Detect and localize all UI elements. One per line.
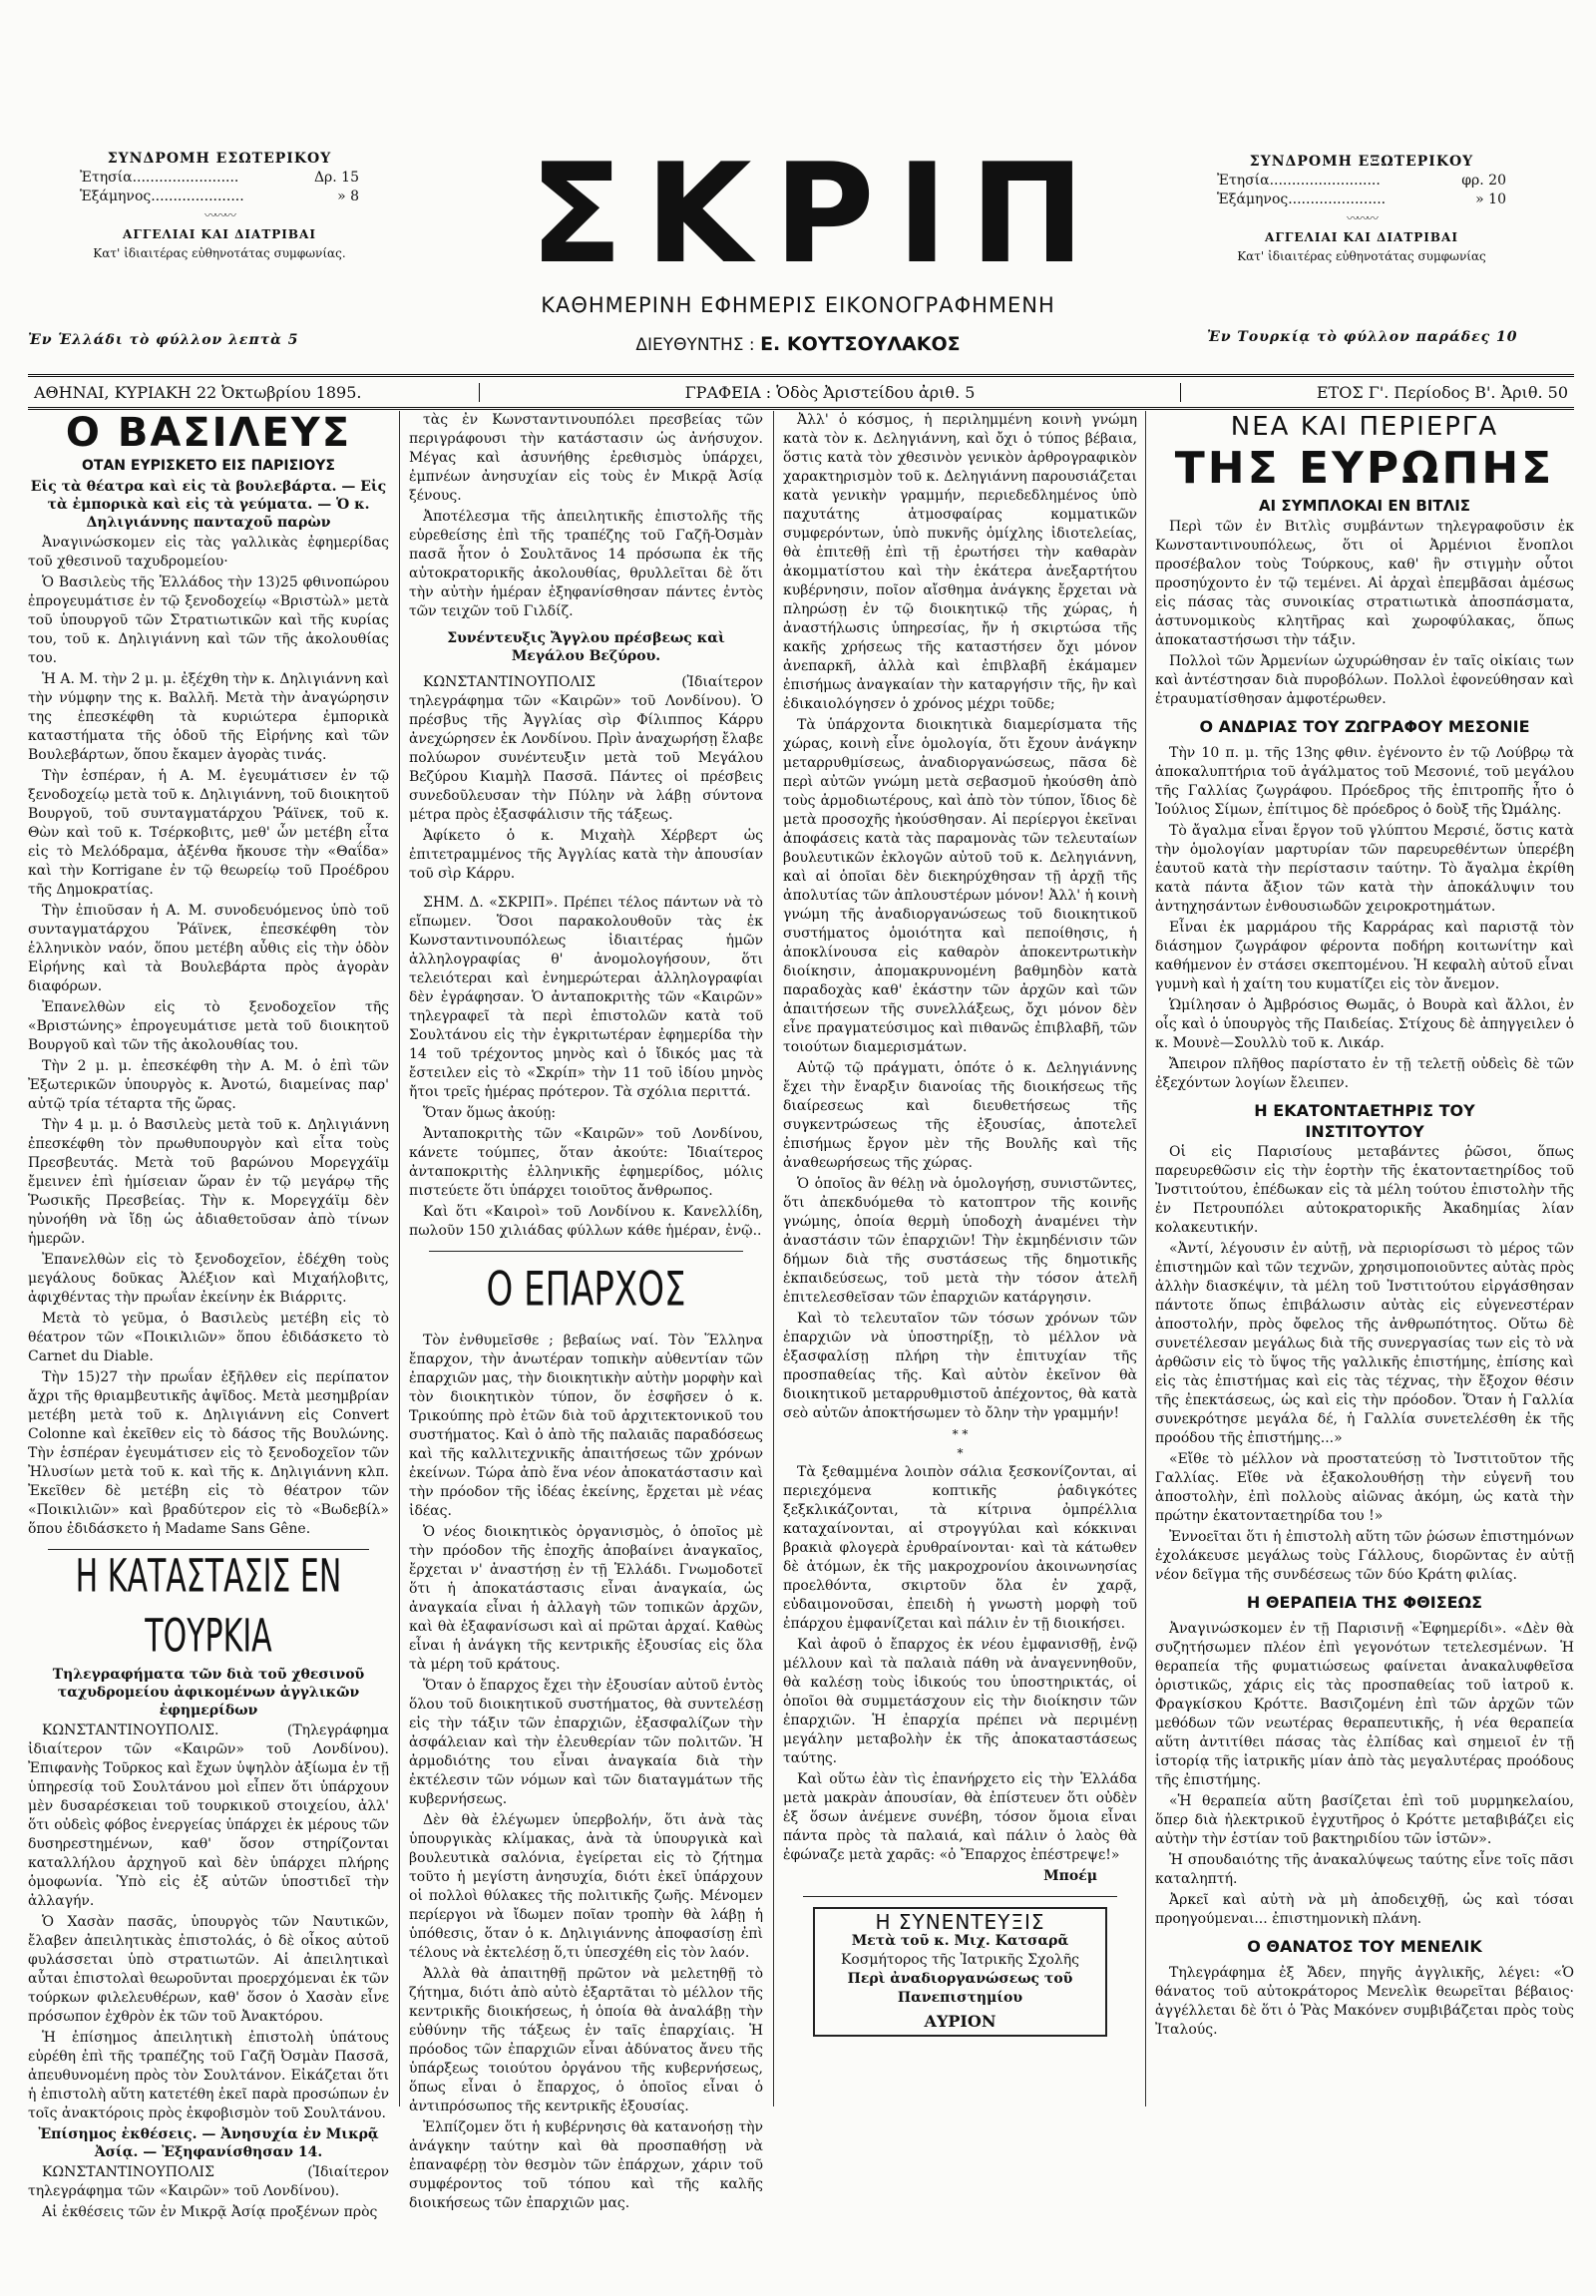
- section-heading: Συνέντευξις Ἄγγλου πρέσβεως καὶ Μεγάλου Βεζύρου.: [447, 630, 725, 664]
- paragraph: Ἀνταποκριτὴς τῶν «Καιρῶν» τοῦ Λονδίνου, κάνετε τούμπες, ὅταν ἀκούτε: Ἰδιαίτερος ἀνταποκριτὴς ἑλληνικῆς ἐφημερίδος, μόλις πιστεύετε ὅτι ὑπάρχει τοιοῦτος ἄνθρωπος.: [409, 1126, 763, 1199]
- masthead: [419, 134, 1177, 355]
- paragraph: «Εἴθε τὸ μέλλον νὰ προστατεύσῃ τὸ Ἰνστιτοῦτον τῆς Γαλλίας. Εἴθε νὰ ἐξακολουθήσῃ τὴν εὐγενῆ του ἀποστολὴν, ἐπὶ πολλοὺς αἰῶνας ἀκόμη, ὡς κατὰ τὴν πρώτην ἑκατονταετηρίδα του !»: [1155, 1451, 1574, 1524]
- paragraph: Τὸν ἐνθυμεῖσθε ; βεβαίως ναί. Τὸν Ἕλληνα ἔπαρχον, τὴν ἀνωτέραν τοπικὴν αὐθεντίαν τῶν ἐπαρχιῶν μας, τὴν διοικητικὴν αὐτὴν μορφὴν καὶ τὸν διοικητικὸν τύπον, ὅν ἐσφῆσεν ὁ κ. Τρικούπης πρὸ ἐτῶν διὰ τοῦ ἀρχιτεκτονικοῦ του συστήματος. Καὶ ὁ ἀπὸ τῆς παλαιᾶς παραδόσεως καὶ τῆς καλλιτεχνικῆς ἀπαιτήσεως τῶν χρόνων ἐκείνων. Τώρα ἀπὸ ἕνα νέον ἀποκατάστασιν καὶ τὴν πρόοδον τῆς ἰδέας ἐκείνης, ἔρχεται μὲ νέας ἰδέας.: [409, 1333, 763, 1519]
- column-4: [1155, 411, 1574, 2106]
- paragraph: Αὐτῷ τῷ πράγματι, ὁπότε ὁ κ. Δεληγιάννης ἔχει τὴν ἔναρξιν διανοίας τῆς διοικήσεως τῆς διαίρεσεως καὶ διευθετήσεως τῆς συγκεντρώσεως τῆς ἐξουσίας, ἀποτελεῖ ἐπισήμως ἔργον μὲν τῆς Βουλῆς καὶ τῆς ἀναθεωρήσεως τῆς χώρας.: [783, 1060, 1137, 1171]
- paragraph: Ὁ Χασὰν πασᾶς, ὑπουργὸς τῶν Ναυτικῶν, ἔλαβεν ἀπειλητικὰς ἐπιστολάς, ὁ δὲ οἶκος αὐτοῦ φυλάσσεται ὑπὸ στρατιωτῶν. Αἱ ἀπειλητικαὶ αὗται ἐπιστολαὶ θεωροῦνται προερχόμεναι ἐκ τῶν τούρκων φιλελευθέρων, καθ' ὅσον ὁ Χασὰν εἶνε πρόσωπον ἐχθρὸν ἐκ τῶν τοῦ Ἀνακτόρου.: [28, 1914, 389, 2025]
- article-heading: ΙΝΣΤΙΤΟΥΤΟΥ: [1305, 1122, 1424, 1141]
- director-name: Ε. ΚΟΥΤΣΟΥΛΑΚΟΣ: [760, 333, 961, 355]
- paragraph: Ἐπανελθὼν εἰς τὸ ξενοδοχεῖον τῆς «Βριστώνης» ἐπρογευμάτισε μετὰ τοῦ διοικητοῦ Βουργοῦ καὶ τῶν τῆς ἀκολουθίας του.: [28, 999, 389, 1053]
- article-subheading: ΟΤΑΝ ΕΥΡΙΣΚΕΤΟ ΕΙΣ ΠΑΡΙΣΙΟΥΣ: [82, 458, 335, 474]
- ads-title: ΑΓΓΕΛΙΑΙ ΚΑΙ ΔΙΑΤΡΙΒΑΙ: [1265, 230, 1458, 244]
- paragraph: Τὴν 4 μ. μ. ὁ Βασιλεὺς μετὰ τοῦ κ. Δηλιγιάννη ἐπεσκέφθη τὸν πρωθυπουργὸν καὶ εἶτα τοὺς Πρεσβευτάς. Μετὰ τοῦ βαρώνου Μορεγχάϊμ ἔμεινεν ἐπὶ ἡμίσειαν ὥραν ἐν τῷ μεγάρῳ τῆς Ῥωσικῆς Πρεσβείας. Τὴν κ. Μορεγχάϊμ δὲν ηὐνοήθη νὰ ἴδῃ ὡς ἀδιαθετοῦσαν ἀπὸ τίνων ἡμερῶν.: [28, 1117, 389, 1247]
- paragraph: Ἀφίκετο ὁ κ. Μιχαὴλ Χέρβερτ ὡς ἐπιτετραμμένος τῆς Ἀγγλίας κατὰ τὴν ἀπουσίαν τοῦ σὶρ Κάρρυ.: [409, 828, 763, 882]
- paragraph: Ἡ Α. Μ. τὴν 2 μ. μ. ἐξέχθη τὴν κ. Δηλιγιάννη καὶ τὴν νύμφην της κ. Βαλλῆ. Μετὰ τὴν ἀναγώρησιν της ἐπεσκέφθη τὰ κυριώτερα ἐμπορικὰ καταστήματα τῆς ὁδοῦ τῆς Εἰρήνης καὶ τῶν Βουλεβάρτων, ὅπου ἔκαμεν ἀγορὰς τινάς.: [28, 671, 389, 763]
- paragraph: Ἀλλ' ὁ κόσμος, ἡ περιλημμένη κοινὴ γνώμη κατὰ τὸν κ. Δεληγιάννη, καὶ ὄχι ὁ τύπος βέβαια, ὅστις κατὰ τὸν χθεσινὸν γενικὸν ἀρθρογραφικὸν χαρακτηρισμὸν τοῦ κ. Δεληγιάννη παρουσιάζεται κατὰ γενικὴν γραμμήν, περιεδεδλημένος ὑπὸ παχυτάτης ἀτμοσφαίρας κομματικῶν συμφερόντων, ὑπὸ πυκνῆς ὁμίχλης ἰδιοτελείας, θὰ ἐπιτεθῇ ἐπὶ τῇ ἐρωτήσει τὴν καθαρὰν ἀκομματίστου καὶ τὴν ἑκάτερα ἀνεξαρτήτου κυβέρνησιν, ποῖον αἴσθημα ἀνάγκης ἔρχεται νὰ πληρώσῃ ἐν τῷ διοικητικῷ τῆς χώρας, ἡ ἀναστήλωσις ὑπηρεσίας, ἤν ἡ σκιρτώσα τῆς κακῆς χρήσεως τῆς καταστήσεν ὄχι μόνον ἀνεπαρκῆ, ἀλλὰ καὶ ἐπιβλαβῆ ἐκάμαμεν ἐπισήμως ἀναγκαίαν τὴν καταργήσιν τῆς, ἣν καὶ ἐδικαιολόγησεν ὁ χρόνος μέχρι τοῦδε;: [783, 412, 1137, 712]
- price-note-foreign: Ἐν Τουρκίᾳ τὸ φύλλον παράδες 10: [1207, 329, 1518, 345]
- paragraph: Τὰ ὑπάρχοντα διοικητικὰ διαμερίσματα τῆς χώρας, κοινὴ εἶνε ὁμολογία, ὅτι ἔχουν ἀνάγκην μεταρρυθμίσεως, ἀναδιοργανώσεως, πᾶσα δὲ περὶ αὐτῶν γνώμη μετὰ σεβασμοῦ ἠκούσθη ἀπὸ τοὺς ἁρμοδιωτέρους, καὶ ἀπὸ τὸν τύπον, ἴδιος δὲ μετὰ προσοχῆς ἠκούσθησαν. Αἱ περίεργοι ἐκεῖναι ἀποφάσεις κατὰ τὰς παραμονὰς τῶν τελευταίων βουλευτικῶν ἐκλογῶν αὐτοῦ τοῦ κ. Δεληγιάννη, καὶ αἱ ὁποῖαι δὲν διεκηρύχθησαν τῇ ἀρχῇ τῆς ἀπολυτίας τῶν ἀπλουστέρων μόνον! Ἀλλ' ἡ κοινὴ γνώμη τῆς ἀναδιοργανώσεως τοῦ διοικητικοῦ συστήματος ὁμοιότητα καὶ πεποίθησις, ἡ ἀποκλίνουσα εἰς καθαρὸν ἀποκεντρωτικὴν διοίκησιν, ἀπομακρυνομένη βαθμηδὸν κατὰ παραδοχὰς καθ' ἑκάστην τῶν ἀρχῶν καὶ τῶν ἀπαιτήσεων τῆς συνελλάξεως, ὄχι μόνον δὲν εἶνε πραγματεύσιμος καὶ πιθανῶς ἐπιβλαβῆ, τῶν τοιούτων διαμερισμάτων.: [783, 717, 1137, 1055]
- paragraph: ΚΩΝΣΤΑΝΤΙΝΟΥΠΟΛΙΣ. (Τηλεγράφημα ἰδιαίτερον τῶν «Καιρῶν» τοῦ Λονδίνου). Ἐπιφανὴς Τοῦρκος καὶ ἔχων ὑψηλὸν ἀξίωμα ἐν τῇ ὑπηρεσίᾳ τοῦ Σουλτάνου μοὶ εἶπεν ὅτι ὑπάρχουν μὲν δυσαρέσκειαι τοῦ τουρκικοῦ στοιχείου, ἀλλ' ὅτι οὐδεὶς φόβος ἐνεργείας ὑπάρχει ἐκ μέρους τῶν δυσηρεστημένων, καθ' ὅσον στηρίζονται καταλλήλου ἀρχηγοῦ καὶ δὲν ὑπάρχει πλήρης ὁμοφωνία. Ὑπὸ εἰς ἐξ αὐτῶν ὑποστιδεῖ τὴν ἀλλαγήν.: [28, 1722, 389, 1909]
- paragraph: Τὴν ἑσπέραν, ἡ Α. Μ. ἐγευμάτισεν ἐν τῷ ξενοδοχείῳ μετὰ τοῦ κ. Δηλιγιάννη, τοῦ διοικητοῦ Βουργοῦ, τοῦ συνταγματάρχου Ῥάϊνεκ, τοῦ κ. Θὼν καὶ τοῦ κ. Τσέρκοβιτς, μεθ' ὧν μετέβη εἶτα εἰς τὸ Μελόδραμα, ἀξένθα ἤκουσε τὴν «Θαΐδα» καὶ τὴν Korrigane ἐν τῷ θεωρείῳ τοῦ Προέδρου τῆς Δημοκρατίας.: [28, 768, 389, 898]
- newspaper-title: ΣΚΡΙΠ: [529, 134, 1107, 294]
- paragraph: Ἐπανελθὼν εἰς τὸ ξενοδοχεῖον, ἐδέχθη τοὺς μεγάλους δοῦκας Ἀλέξιον καὶ Μιχαήλοβιτς, ἀφιχθέντας τὴν πρωΐαν ἐκείνην ἐκ Βιάρριτς.: [28, 1252, 389, 1306]
- paragraph: Ὁ ὁποῖος ἂν θέλῃ νὰ ὁμολογήσῃ, συνιστῶντες, ὅτι ἀπεκδυόμεθα τὸ κατοπτρον τῆς κοινῆς γνώμης, ὁποία θερμὴ ὑποδοχὴ ἀναμένει τὴν ἀναστάσιν τῶν ἐπαρχιῶν! Τὴν ἐκμηδένισιν τῶν δήμων διὰ τῆς συστάσεως τῆς δημοτικῆς ἐκπαιδεύσεως, τοῦ μετὰ τὴν τόσον ἀτελῆ ἐπιτελεσθεῖσαν τῶν ἐπαρχιῶν κατάργησιν.: [783, 1176, 1137, 1306]
- annual-label: Ἐτησία........................: [80, 170, 239, 186]
- paragraph: Ὅταν ὅμως ἀκούῃ:: [423, 1105, 557, 1121]
- half-year-label: Ἑξάμηνος......................: [1217, 191, 1387, 207]
- paragraph: Ὅταν ὁ ἔπαρχος ἔχει τὴν ἐξουσίαν αὐτοῦ ἐντὸς ὅλου τοῦ διοικητικοῦ συστήματος, θὰ συντελέσῃ εἰς τὴν τάξιν τῶν ἐπαρχιῶν, ἐξασφαλίζων τὴν ἀσφάλειαν καὶ τὴν ἐλευθερίαν τῶν πολιτῶν. Ἡ ἀρμοδιότης του εἶναι ἀναγκαία διὰ τὴν ἐκτέλεσιν τῶν νόμων καὶ τῶν διαταγμάτων τῆς κυβερνήσεως.: [409, 1678, 763, 1807]
- issue-date: ΑΘΗΝΑΙ, ΚΥΡΙΑΚΗ 22 Ὀκτωβρίου 1895.: [34, 382, 362, 402]
- announcement-line: Μετὰ τοῦ κ. Μιχ. Κατσαρᾶ: [851, 1933, 1069, 1949]
- subscription-domestic-title: ΣΥΝΔΡΟΜΗ ΕΣΩΤΕΡΙΚΟΥ: [107, 151, 332, 167]
- announcement-title: Η ΣΥΝΕΝΤΕΥΞΙΣ: [875, 1910, 1045, 1934]
- paragraph: Τὴν ἐπιοῦσαν ἡ Α. Μ. συνοδευόμενος ὑπὸ τοῦ συνταγματάρχου Ῥάϊνεκ, ἐπεσκέφθη τὸν ἑλληνικὸν ναόν, ὅπου μετέβη αὖθις εἰς τὴν ὁδὸν Εἰρήνης καὶ τὰ Βουλεβάρτα πρὸς ἀγορὰν διαφόρων.: [28, 903, 389, 994]
- paragraph: τὰς ἐν Κωνσταντινουπόλει πρεσβείας τῶν περιγράφουσι τὴν κατάστασιν ὡς ἀνήσυχον. Μέγας καὶ ἀσυνήθης ἐρεθισμὸς ὑπάρχει, ἐμπνέων ἀνησυχίαν εἰς τοὺς ἐν Μικρᾷ Ἀσίᾳ ξένους.: [409, 412, 763, 504]
- column-2: [409, 411, 763, 2211]
- article-deck: Εἰς τὰ θέατρα καὶ εἰς τὰ βουλεβάρτα. — Εἰς τὰ ἐμπορικὰ καὶ εἰς τὰ γεύματα. — Ὁ κ. Δηλιγιάννης πανταχοῦ παρὼν: [30, 479, 387, 531]
- price-note-domestic: Ἐν Ἑλλάδι τὸ φύλλον λεπτὰ 5: [28, 332, 299, 348]
- paragraph: Περὶ τῶν ἐν Βιτλὶς συμβάντων τηλεγραφοῦσιν ἐκ Κωνσταντινουπόλεως, ὅτι οἱ Ἀρμένιοι ἔνοπλοι προσέβαλον τοὺς Τούρκους, καθ' ἣν στιγμὴν οὗτοι προσηύχοντο ἐν τῷ τεμένει. Αἱ ἀρχαὶ ἐπεμβᾶσαι ἀμέσως εἰς πάσας τὰς συνοικίας στρατιωτικὰ ἀποσπάσματα, ἀστυνομικοὺς κλητῆρας καὶ χωροφύλακας, ὅπως ἀποκαταστήσωσι τὴν τάξιν.: [1155, 519, 1574, 648]
- paragraph: Ἐννοεῖται ὅτι ἡ ἐπιστολὴ αὕτη τῶν ῥώσων ἐπιστημόνων ἐχολάκευσε μεγάλως τοὺς Γάλλους, διορῶντας ἐν αὐτῇ νέον δεῖγμα τῆς συνδέσεως τῶν δύο Κράτη φιλίας.: [1155, 1529, 1574, 1583]
- article-heading: ΑΙ ΣΥΜΠΛΟΚΑΙ ΕΝ ΒΙΤΛΙΣ: [1258, 497, 1471, 515]
- paragraph: Καὶ ὅτι «Καιροὶ» τοῦ Λονδίνου κ. Κανελλίδη, πωλοῦν 150 χιλιάδας φύλλων κάθε ἡμέραν, ἐνῷ..: [409, 1204, 763, 1239]
- column-1: [28, 410, 389, 2220]
- paragraph: «Ἀντί, λέγουσιν ἐν αὐτῇ, νὰ περιορίσωσι τὸ μέρος τῶν ἐπιστημῶν καὶ τῶν τεχνῶν, χρησιμοποιοῦντες αὐτὰς πρὸς ἀλλὴν διασκέψιν, τὰ μέλη τοῦ Ἰνστιτούτου εἰργάσθησαν πάντοτε ὅπως ἐπιβάλωσιν αὐτὰς εἰς εὐγενεστέραν ἀποστολήν, πρὸς ὄφελος τῆς ἀνθρωπότητος. Οὕτω δὲ συνετέλεσαν μεγάλως διὰ τῆς συνεργασίας των εἰς τὸ νὰ ἀρθῶσιν εἰς τὸ ὕψος τῆς γαλλικῆς ἐπιστήμης, ἐπίσης καὶ εἰς τὰς ἐπιστήμας καὶ εἰς τὰς τέχνας, τὴν ἔξοχον θέσιν τῆς ἐπεκτάσεως, ὡς καὶ εἰς τὴν πρόοδον. Ὅταν ἡ Γαλλία συνεκρότησε μεγάλα δέ, ἡ Γαλλία συνετελέσθη ἐκ τῆς προόδου τῆς ἐπιστήμης...»: [1155, 1241, 1574, 1446]
- subscription-foreign: [1217, 153, 1506, 266]
- paragraph: Ἡ ἐπίσημος ἀπειλητικὴ ἐπιστολὴ ὑπάτους εὑρέθη ἐπὶ τῆς τραπέζης τοῦ Γαζῆ Ὀσμὰν Πασσᾶ, ἀπευθυνομένη πρὸς τὸν Σουλτάνον. Εἰκάζεται ὅτι ἡ ἐπιστολὴ αὕτη κατετέθη ἐκεῖ παρὰ προσώπων ἐν τοῖς ἀνακτόροις πρὸς ἐκφοβισμὸν τοῦ Σουλτάνου.: [28, 2030, 389, 2121]
- paragraph: Καὶ ἀφοῦ ὁ ἔπαρχος ἐκ νέου ἐμφανισθῇ, ἐνῷ μέλλουν καὶ τὰ παλαιὰ πάθη νὰ ἀναγεννηθοῦν, θὰ καλέσῃ τοὺς ἰδικούς του ὑποστηρικτάς, οἱ ὁποῖοι θὰ συμμετάσχουν εἰς τὴν διοίκησιν τῶν ἐπαρχιῶν. Ἡ ἐπαρχία πρέπει νὰ περιμένῃ μεγάλην μεταβολὴν ἐκ τῆς ἀποκαταστάσεως ταύτης.: [783, 1637, 1137, 1766]
- article-deck: Τηλεγραφήματα τῶν διὰ τοῦ χθεσινοῦ ταχυδρομείου ἀφικομένων ἀγγλικῶν ἐφημερίδων: [52, 1667, 365, 1719]
- paragraph: Ἀρκεῖ καὶ αὐτὴ νὰ μὴ ἀποδειχθῇ, ὡς καὶ τόσαι προηγούμεναι... ἐπιστημονικὴ πλάνη.: [1155, 1892, 1574, 1927]
- paragraph: Εἶναι ἐκ μαρμάρου τῆς Καρράρας καὶ παριστᾷ τὸν διάσημον ζωγράφον φέροντα ποδήρη κοιτωνίτην καὶ καθήμενον ἐν στάσει σκεπτομένου. Ἡ κεφαλὴ αὐτοῦ εἶναι γυμνὴ καὶ ἡ χαίτη του κυματίζει εἰς τὸν ἄνεμον.: [1155, 920, 1574, 992]
- article-heading: Η ΕΚΑΤΟΝΤΑΕΤΗΡΙΣ ΤΟΥ: [1254, 1101, 1475, 1120]
- author-signature: Μποέμ: [1043, 1868, 1097, 1884]
- article-heading-turkey: Η ΚΑΤΑΣΤΑΣΙΣ ΕΝ ΤΟΥΡΚΙΑ: [75, 1551, 342, 1664]
- paragraph: Ὁ Βασιλεὺς τῆς Ἑλλάδος τὴν 13)25 φθινοπώρου ἐπρογευμάτισε ἐν τῷ ξενοδοχείῳ «Βριστὼλ» μετὰ τοῦ ὑπουργοῦ τῶν Στρατιωτικῶν καὶ τῆς κυρίας του, τοῦ κ. Δηλιγιάννη καὶ τῶν τῆς ἀκολουθίας του.: [28, 574, 389, 666]
- paragraph: Δὲν θὰ ἐλέγωμεν ὑπερβολήν, ὅτι ἀνὰ τὰς ὑπουργικὰς κλίμακας, ἀνὰ τὰ ὑπουργικὰ καὶ βουλευτικὰ σαλόνια, ἐγείρεται εἰς τὸ ζήτημα τοῦτο ἡ μεγίστη ἀνησυχία, διότι ἐκεῖ ὑπάρχουν οἱ πολλοὶ θύλακες τῆς πολιτικῆς ζωῆς. Μένομεν περίεργοι νὰ ἴδωμεν ποῖαν τροπὴν θὰ λάβῃ ἡ ὑπόθεσις, ὅταν ὁ κ. Δηλιγιάννης ἀποφασίσῃ ἐπὶ τέλους νὰ ἐκτελέσῃ ὅ,τι ὑπεσχέθη εἰς τὸν λαόν.: [409, 1812, 763, 1961]
- announcement-line: Κοσμήτορος τῆς Ἰατρικῆς Σχολῆς: [840, 1952, 1080, 1968]
- half-year-label: Ἑξάμηνος.....................: [80, 189, 244, 204]
- paragraph: Τὰ ξεθαμμένα λοιπὸν σάλια ξεσκονίζονται, αἱ περιεχόμενα κοπτικῆς ῥαδιγκότες ξεξκλικάζονται, τὰ κίτρινα ὀμπρέλλια καταχαίνονται, αἱ στρογγύλαι καὶ κόκκιναι βρακιὰ φλογερὰ ἐρυθραίνονται· καὶ τὰ κάτωθεν δὲ ἀτόμων, ἐκ τῆς μακροχρονίου ἀκοινωνησίας προελθόντα, σκιρτοῦν ὅλα ἐν χαρᾷ, εὐδαιμονοῦσαι, ἐπειδὴ ἡ γνωστὴ μορφὴ τοῦ ἐπάρχου ἐμφανίζεται καὶ πάλιν ἐν τῇ διοικήσει.: [783, 1464, 1137, 1632]
- paragraph: Τηλεγράφημα ἐξ Ἄδεν, πηγῆς ἀγγλικῆς, λέγει: «Ὁ θάνατος τοῦ αὐτοκράτορος Μενελὶκ θεωρεῖται βέβαιος· ἀγγέλλεται δὲ ὅτι ὁ Ῥὰς Μακόνεν συμβιβάζεται πρὸς τοὺς Ἰταλούς.: [1155, 1965, 1574, 2038]
- paragraph: Πολλοὶ τῶν Ἀρμενίων ὠχυρώθησαν ἐν ταῖς οἰκίαις των καὶ ἀντέστησαν διὰ πυροβόλων. Πολλοὶ ἐφονεύθησαν καὶ ἐτραυματίσθησαν ἀμφοτέρωθεν.: [1155, 653, 1574, 707]
- annual-price: φρ. 20: [1461, 173, 1506, 189]
- annual-label: Ἐτησία.........................: [1217, 173, 1381, 189]
- paragraph: ΚΩΝΣΤΑΝΤΙΝΟΥΠΟΛΙΣ (Ἰδιαίτερον τηλεγράφημα τῶν «Καιρῶν» τοῦ Λονδίνου). Ὁ πρέσβυς τῆς Ἀγγλίας σὶρ Φίλιππος Κάρρυ ἀνεχώρησεν ἐκ Λονδίνου. Πρὶν ἀναχωρήσῃ ἔλαβε πολύωρον συνέντευξιν μετὰ τοῦ Μεγάλου Βεζύρου Κιαμὴλ Πασσᾶ. Πάντες οἱ πρέσβεις συνεδοῦλευσαν τὴν Πύλην νὰ λάβῃ σύντονα μέτρα πρὸς ἐξασφάλισιν τῆς τάξεως.: [409, 674, 763, 823]
- half-year-price: » 10: [1475, 191, 1506, 207]
- subscription-domestic: [80, 150, 359, 263]
- section-title-europe-news: ΝΕΑ ΚΑΙ ΠΕΡΙΕΡΓΑ: [1230, 412, 1499, 442]
- article-heading-eparch: Ο ΕΠΑΡΧΟΣ: [486, 1262, 686, 1318]
- subscription-foreign-title: ΣΥΝΔΡΟΜΗ ΕΞΩΤΕΡΙΚΟΥ: [1249, 154, 1474, 170]
- annual-price: Δρ. 15: [313, 170, 359, 186]
- paragraph: Ἀναγινώσκομεν εἰς τὰς γαλλικὰς ἐφημερίδας τοῦ χθεσινοῦ ταχυδρομείου·: [28, 535, 389, 570]
- paragraph: Ἀποτέλεσμα τῆς ἀπειλητικῆς ἐπιστολῆς τῆς εὑρεθείσης ἐπὶ τῆς τραπέζης τοῦ Γαζῆ-Ὀσμὰν πασᾶ ἦτον ὁ Σουλτᾶνος 14 πρόσωπα ἐκ τῆς αὐτοκρατορικῆς ἀκολουθίας, θρυλλεῖται δὲ ὅτι τὴν αὐτὴν ἡμέραν ἐξηφανίσθησαν πάντες ἐντὸς τῶν τειχῶν τοῦ Γιλδίζ.: [409, 509, 763, 619]
- paragraph: Ἀναγινώσκομεν ἐν τῇ Παρισινῇ «Ἐφημερίδι». «Δὲν θὰ συζητήσωμεν πλέον ἐπὶ γεγονότων τετελεσμένων. Ἡ θεραπεία τῆς φυματιώσεως φαίνεται ἀνακαλυφθεῖσα ὁριστικῶς, χάρις εἰς τὰς προσπαθείας τοῦ ἰατροῦ κ. Φραγκίσκου Κρόττε. Βασιζομένη ἐπὶ τῶν ἀρχῶν τῶν μεθόδων τῶν νεωτέρας θεραπευτικῆς, ἡ νέα θεραπεία αὕτη ἀντιτίθει πάσας τὰς ἐλπίδας καὶ σημειοῖ ἐν τῇ ἱστορίᾳ τῆς ἰατρικῆς μίαν ἀπὸ τὰς μεγαλυτέρας προόδους τῆς ἐπιστήμης.: [1155, 1621, 1574, 1788]
- column-3: [783, 411, 1137, 2106]
- director-label: ΔΙΕΥΘΥΝΤΗΣ :: [635, 335, 755, 355]
- issue-number: ΕΤΟΣ Γ'. Περίοδος Β'. Ἀριθ. 50: [1316, 382, 1568, 402]
- paragraph: Αἱ ἐκθέσεις τῶν ἐν Μικρᾷ Ἀσίᾳ προξένων πρὸς: [42, 2204, 378, 2220]
- announcement-box: [813, 1907, 1107, 2037]
- dateline-bar: [28, 374, 1574, 410]
- paragraph: Τὴν 2 μ. μ. ἐπεσκέφθη τὴν Α. Μ. ὁ ἐπὶ τῶν Ἐξωτερικῶν ὑπουργὸς κ. Ἀνοτώ, διαμείνας παρ' αὐτῷ τρία τέταρτα τῆς ὥρας.: [28, 1058, 389, 1112]
- announcement-date: ΑΥΡΙΟΝ: [924, 2012, 997, 2031]
- paragraph: Ὁ νέος διοικητικὸς ὀργανισμὸς, ὁ ὁποῖος μὲ τὴν πρόοδον τῆς ἐποχῆς ἀποβαίνει ἀναγκαῖος, ἔρχεται ν' ἀναστήσῃ ἐν τῇ Ἑλλάδι. Γνωμοδοτεῖ ὅτι ἡ ἀποκατάστασις εἶναι ἀναγκαία, ὡς ἀναγκαία εἶναι ἡ ἀλλαγὴ τῶν τοπικῶν ἀρχῶν, καὶ θὰ ἐξαφανίσωσι καὶ αἱ πρῶται ἀρχαί. Καθὼς εἶναι ἡ ἀνάγκη τῆς κεντρικῆς ἐξουσίας εἰς ὅλα τὰ μέρη τοῦ κράτους.: [409, 1524, 763, 1673]
- paragraph: «Ἡ θεραπεία αὕτη βασίζεται ἐπὶ τοῦ μυρμηκελαίου, ὅπερ διὰ ἠλεκτρικοῦ ἐγχυτῆρος ὁ Κρόττε μεταβιβάζει εἰς αὐτὴν τὴν ἑστίαν τοῦ βακτηριδίου τῶν ἱστῶν».: [1155, 1793, 1574, 1847]
- paragraph: Τὸ ἄγαλμα εἶναι ἔργον τοῦ γλύπτου Μερσιέ, ὅστις κατὰ τὴν ὁμολογίαν μαρτυρίαν τῶν παρευρεθέντων ὑπερέβη ἑαυτοῦ κατὰ τὴν περίστασιν ταύτην. Τὸ ἄγαλμα ἐκρίθη κατὰ πάντα ἄξιον τῶν κατὰ τὴν ἀποκάλυψιν του ἀντηχησάντων ἐνθουσιωδῶν χειροκροτημάτων.: [1155, 823, 1574, 915]
- article-heading-king: Ο ΒΑΣΙΛΕΥΣ: [65, 410, 352, 456]
- ads-terms: Κατ' ἰδιαιτέρας εὐθηνοτάτας συμφωνίας.: [93, 246, 346, 260]
- paragraph: Καὶ οὕτω ἐὰν τὶς ἐπανήρχετο εἰς τὴν Ἑλλάδα μετὰ μακρὰν ἀπουσίαν, θὰ ἐπίστευεν ὅτι οὐδὲν ἐξ ὅσων ἀνέμενε συνέβη, τόσον ὅμοια εἶναι πάντα πρὸς τὰ παλαιά, καὶ πάλιν ὁ λαὸς θὰ ἐφώναζε μετὰ χαρᾶς: «ὁ Ἔπαρχος ἐπέστρεψε!»: [783, 1771, 1137, 1863]
- ads-title: ΑΓΓΕΛΙΑΙ ΚΑΙ ΔΙΑΤΡΙΒΑΙ: [123, 227, 316, 241]
- director-line: [419, 333, 1177, 355]
- paragraph: Οἱ εἰς Παρισίους μεταβάντες ῥῶσοι, ὅπως παρευρεθῶσιν εἰς τὴν ἑορτὴν τῆς ἑκατονταετηρίδος τοῦ Ἰνστιτούτου, ἐπέδωκαν εἰς τὰ μέλη τούτου ἐπιστολὴν τῆς ἐν Πετρουπόλει αὐτοκρατορικῆς Ἀκαδημίας λίαν κολακευτικήν.: [1155, 1144, 1574, 1236]
- offices-address: ΓΡΑΦΕΙΑ : Ὁδὸς Ἀριστείδου ἀριθ. 5: [479, 383, 1181, 402]
- section-heading: Ἐπίσημος ἐκθέσεις. — Ἀνησυχία ἐν Μικρᾷ Ἀσίᾳ. — Ἐξηφανίσθησαν 14.: [38, 2126, 379, 2160]
- ads-terms: Κατ' ἰδιαιτέρας εὐθηνοτάτας συμφωνίας: [1237, 249, 1486, 263]
- ornament-squiggle: 〰〰〰: [1346, 211, 1377, 225]
- paragraph: Τὴν 15)27 τὴν πρωΐαν ἐξῆλθεν εἰς περίπατον ἄχρι τῆς θριαμβευτικῆς ἀψῖδος. Μετὰ μεσημβρίαν μετέβη μετὰ τοῦ κ. Δηλιγιάννη εἰς Convert Colonne καὶ ἐκεῖθεν εἰς τὸ δάσος τῆς Βουλώνης. Τὴν ἑσπέραν ἐγευμάτισεν εἰς τὸ ξενοδοχεῖον τῶν Ἠλυσίων μετὰ τοῦ κ. καὶ τῆς κ. Δηλιγιάννη κλπ. Ἐκεῖθεν δὲ μετέβη εἰς τὸ θέατρον τῶν «Ποικιλιῶν» καὶ βραδύτερον εἰς τὸ «Βωδεβίλ» ὅπου ἐδιδάσκετο ἡ Madame Sans Gêne.: [28, 1369, 389, 1537]
- paragraph: Ἡ σπουδαιότης τῆς ἀνακαλύψεως ταύτης εἶνε τοῖς πᾶσι καταληπτή.: [1155, 1852, 1574, 1887]
- paragraph: Καὶ τὸ τελευταῖον τῶν τόσων χρόνων τῶν ἐπαρχιῶν νὰ ὑποστηρίξῃ, τὸ μέλλον νὰ ἐξασφαλίσῃ πλήρη τὴν ἐπιτυχίαν τῆς προσπαθείας τῆς. Καὶ αὐτὸν ἐκεῖνον θὰ διοικητικοῦ μεταρρυθμιστοῦ ἀπέχοντος, θὰ κατὰ σεὸ αὐτῶν ἀποκτήσωμεν τὸ ὄλην τὴν γραμμήν!: [783, 1311, 1137, 1421]
- paragraph: Τὴν 10 π. μ. τῆς 13ης φθιν. ἐγένοντο ἐν τῷ Λούβρῳ τὰ ἀποκαλυπτήρια τοῦ ἀγάλματος τοῦ Μεσονιέ, τοῦ μεγάλου τῆς Γαλλίας ζωγράφου. Πρόεδρος τῆς ἐπιτροπῆς ἦτο ὁ Ἰούλιος Σίμων, ἐπίτιμος δὲ πρόεδρος ὁ δοὺξ τῆς Ὠμάλης.: [1155, 745, 1574, 818]
- paragraph: Ἐλπίζομεν ὅτι ἡ κυβέρνησις θὰ κατανοήσῃ τὴν ἀνάγκην ταύτην καὶ θὰ προσπαθήσῃ νὰ ἐπαναφέρῃ τὸν θεσμὸν τῶν ἐπάρχων, χάριν τοῦ συμφέροντος τοῦ τόπου καὶ τῆς καλῆς διοικήσεως τῶν ἐπαρχιῶν μας.: [409, 2119, 763, 2211]
- paragraph: Μετὰ τὸ γεῦμα, ὁ Βασιλεὺς μετέβη εἰς τὸ θέατρον τῶν «Ποικιλιῶν» ὅπου ἐδιδάσκετο τὸ Carnet du Diable.: [28, 1311, 389, 1364]
- paragraph: Ἄπειρον πλῆθος παρίστατο ἐν τῇ τελετῇ οὐδεὶς δὲ τῶν ἐξεχόντων λογίων ἔλειπεν.: [1155, 1056, 1574, 1091]
- announcement-line: Περὶ ἀναδιοργανώσεως τοῦ Πανεπιστημίου: [847, 1971, 1073, 2006]
- column-rule: [1145, 411, 1146, 2106]
- paragraph: ΚΩΝΣΤΑΝΤΙΝΟΥΠΟΛΙΣ (Ἰδιαίτερον τηλεγράφημα τῶν «Καιρῶν» τοῦ Λονδίνου).: [28, 2164, 389, 2199]
- asterism: * * *: [952, 1427, 969, 1460]
- column-rule: [773, 411, 774, 2106]
- ornament-squiggle: 〰〰〰: [203, 208, 234, 222]
- divider: [803, 1896, 1117, 1897]
- article-heading: Ο ΘΑΝΑΤΟΣ ΤΟΥ ΜΕΝΕΛΙΚ: [1247, 1937, 1482, 1956]
- paragraph: ΣΗΜ. Δ. «ΣΚΡΙΠ». Πρέπει τέλος πάντων νὰ τὸ εἴπωμεν. Ὅσοι παρακολουθοῦν τὰς ἐκ Κωνσταντινουπόλεως ἰδιαιτέρας ἡμῶν ἀλληλογραφίας θ' ἀνομολογήσουν, ὅτι τελειότεραι καὶ ἐνημερώτεραι ἀλληλογραφίαι δὲν ἐγράφησαν. Ὁ ἀνταποκριτὴς τῶν «Καιρῶν» τηλεγραφεῖ τὰ περὶ ἐπιστολῶν κατὰ τοῦ Σουλτάνου εἰς τὴν ἐγκριτωτέραν ἐφημερίδα τὴν 14 τοῦ τρέχοντος μηνὸς καὶ ὁ ἴδικός μας τὰ ἔστειλεν εἰς τὸ «Σκρίπ» τὴν 11 τοῦ ἰδίου μηνὸς ἤτοι τρεῖς ἡμέρας πρότερον. Τὰ σχόλια περιττά.: [409, 895, 763, 1100]
- divider: [429, 1251, 743, 1252]
- section-title-europe: ΤΗΣ ΕΥΡΩΠΗΣ: [1174, 443, 1555, 494]
- article-heading: Ο ΑΝΔΡΙΑΣ ΤΟΥ ΖΩΓΡΑΦΟΥ ΜΕΣΟΝΙΕ: [1199, 717, 1530, 736]
- newspaper-subtitle: ΚΑΘΗΜΕΡΙΝΗ ΕΦΗΜΕΡΙΣ ΕΙΚΟΝΟΓΡΑΦΗΜΕΝΗ: [541, 293, 1055, 317]
- article-heading: Η ΘΕΡΑΠΕΙΑ ΤΗΣ ΦΘΙΣΕΩΣ: [1246, 1593, 1483, 1612]
- half-year-price: » 8: [337, 189, 359, 204]
- column-rule: [399, 411, 400, 2106]
- paragraph: Ἀλλὰ θὰ ἀπαιτηθῇ πρῶτον νὰ μελετηθῇ τὸ ζήτημα, διότι ἀπὸ αὐτὸ ἐξαρτᾶται τὸ μέλλον τῆς κεντρικῆς διοικήσεως, ἡ ὁποία θὰ ἀναλάβῃ τὴν εὐθύνην τῆς τάξεως ἐν ταῖς ἐπαρχίαις. Ἡ πρόοδος τῶν ἐπαρχιῶν εἶναι ἀδύνατος ἄνευ τῆς ὑπάρξεως τοιούτου ὀργάνου τῆς κυβερνήσεως, ὅπως εἶναι ὁ ἔπαρχος, ὁ ὁποῖος εἶναι ὁ ἀντιπρόσωπος τῆς κεντρικῆς ἐξουσίας.: [409, 1966, 763, 2114]
- paragraph: Ὡμίλησαν ὁ Ἀμβρόσιος Θωμᾶς, ὁ Βουρὰ καὶ ἄλλοι, ἐν οἷς καὶ ὁ ὑπουργὸς τῆς Παιδείας. Στίχους δὲ ἀπηγγειλεν ὁ κ. Μουνὲ—Σουλλὺ τοῦ κ. Λικάρ.: [1155, 997, 1574, 1051]
